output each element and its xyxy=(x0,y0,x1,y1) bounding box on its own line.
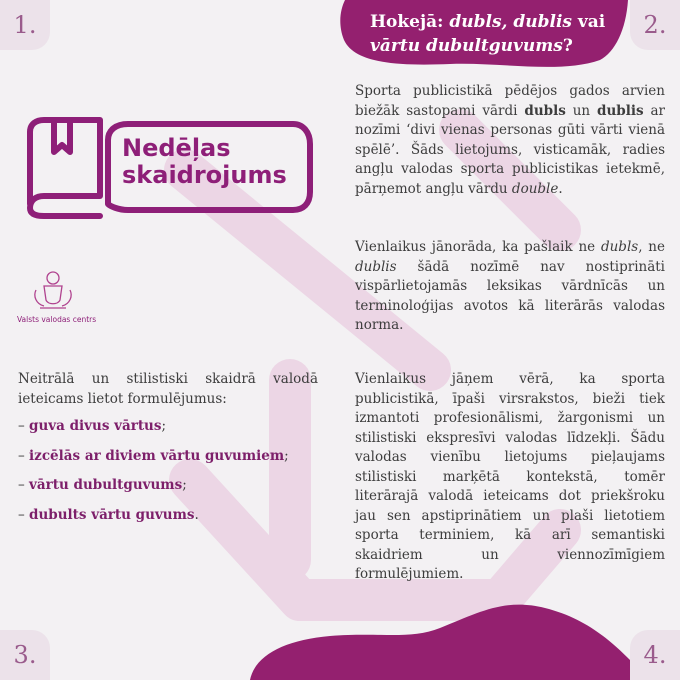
section-style-text: Vienlaikus jāņem vērā, ka sporta publicistikā, īpaši virsrakstos, bieži tiek izmantoti profesionālismi, žargonismi un stilistiski ekspresīvi valodas līdzekļi. Šādu valodas vienību lietojums pieļaujams stilistiski marķētā kontekstā, tomēr literārajā valodā ieteicams dot priekšroku jau sen apstiprinātiem un plaši lietotiem sporta terminiem, kā arī semantiski skaidriem un viennozīmīgiem formulējumiem. xyxy=(355,371,665,582)
emblem-label: Valsts valodas centrs xyxy=(17,315,97,324)
section-intro-text: Sporta publicistikā pēdējos gados arvien biežāk sastopami vārdi dubls un dublis ar nozīmi ‘divi vienas personas gūti vārti vienā spēlē’. Šāds lietojums, visticamāk, radies angļu valodas sporta publicistikas ietekmē, pārņemot angļu vārdu double. xyxy=(355,83,665,197)
corner-number-3: 3. xyxy=(0,630,50,680)
corner-number-4: 4. xyxy=(630,630,680,680)
corner-number-1: 1. xyxy=(0,0,50,50)
page-title: Hokejā: dubls, dublis vai vārtu dubultguvums? xyxy=(370,12,606,56)
coat-of-arms-icon xyxy=(30,266,76,312)
list-item: – izcēlās ar diviem vārtu guvumiem; xyxy=(18,447,289,464)
recommendation-list xyxy=(18,417,318,525)
section-recommendations: Neitrālā un stilistiski skaidrā valodā ieteicams lietot formulējumus: – guva divus vārtus; – izcēlās ar diviem vārtu guvumiem; – vārtu dubultguvums; – dubults vārtu guvums. xyxy=(18,370,318,535)
list-item: – dubults vārtu guvums. xyxy=(18,506,199,523)
list-item: – vārtu dubultguvums; xyxy=(18,477,187,493)
section-norm-text: Vienlaikus jānorāda, ka pašlaik ne dubls, ne dublis šādā nozīmē nav nostiprināti vispārlietojamās leksikas vārdnīcās un terminoloģijas avotos kā literārās valodas norma. xyxy=(355,239,665,333)
logo-title: Nedēļas skaidrojums xyxy=(122,134,287,189)
corner-number-2: 2. xyxy=(630,0,680,50)
list-item: – guva divus vārtus; xyxy=(18,418,167,434)
